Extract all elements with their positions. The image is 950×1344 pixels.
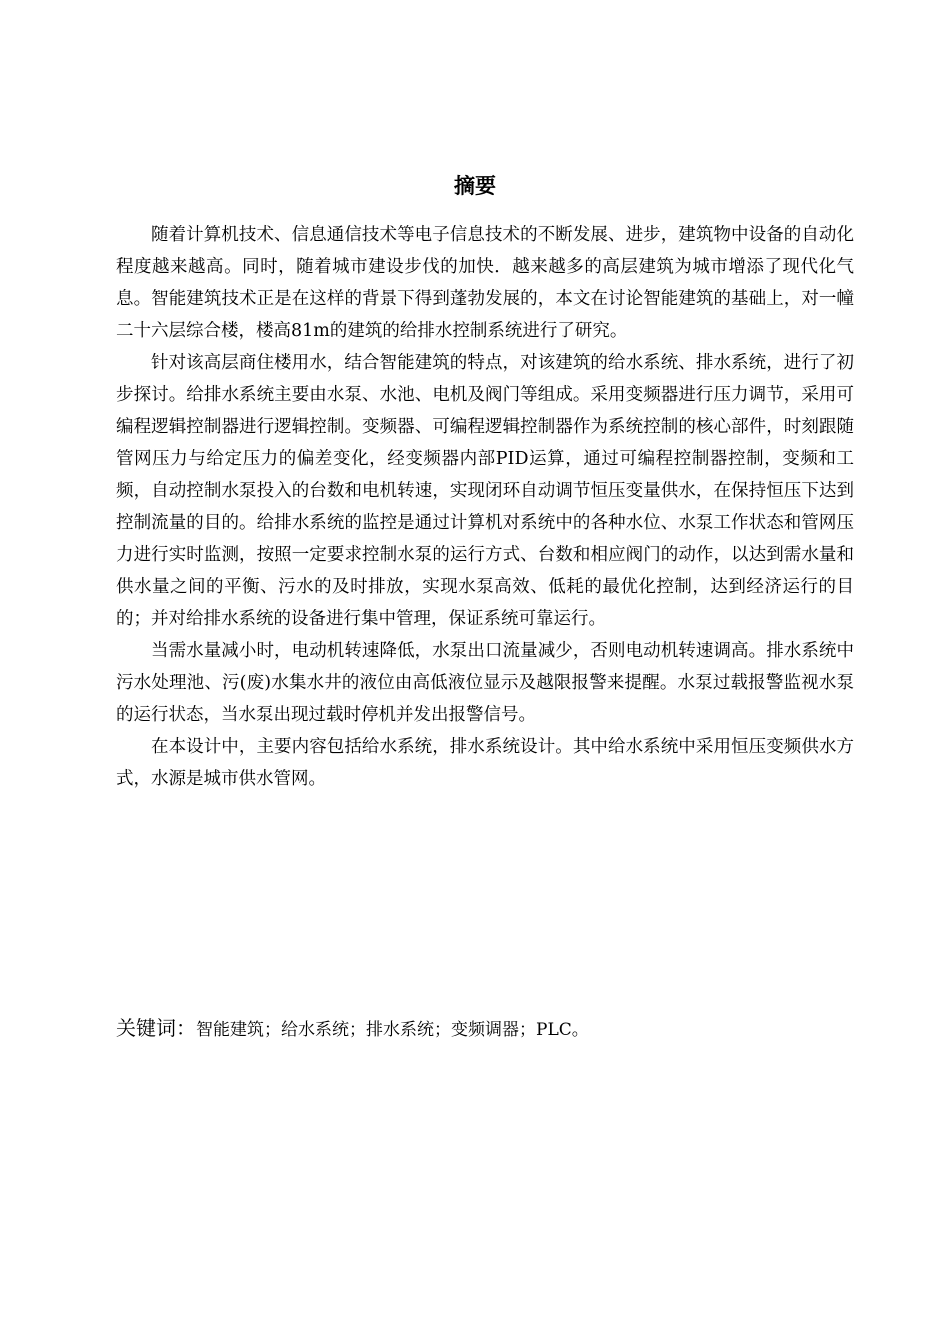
abstract-paragraph: 在本设计中，主要内容包括给水系统，排水系统设计。其中给水系统中采用恒压变频供水方式，水源是城市供水管网。 [116, 737, 854, 789]
abstract-title: 摘要 [454, 174, 496, 198]
keywords-line [116, 1012, 854, 1046]
abstract-paragraph: 针对该高层商住楼用水，结合智能建筑的特点，对该建筑的给水系统、排水系统，进行了初步探讨。给排水系统主要由水泵、水池、电机及阀门等组成。采用变频器进行压力调节，采用可编程逻辑控制器进行逻辑控制。变频器、可编程逻辑控制器作为系统控制的核心部件，时刻跟随管网压力与给定压力的偏差变化，经变频器内部PID运算，通过可编程控制器控制，变频和工频，自动控制水泵投入的台数和电机转速，实现闭环自动调节恒压变量供水，在保持恒压下达到控制流量的目的。给排水系统的监控是通过计算机对系统中的各种水位、水泵工作状态和管网压力进行实时监测，按照一定要求控制水泵的运行方式、台数和相应阀门的动作，以达到需水量和供水量之间的平衡、污水的及时排放，实现水泵高效、低耗的最优化控制，达到经济运行的目的；并对给排水系统的设备进行集中管理，保证系统可靠运行。 [116, 353, 854, 629]
abstract-body [116, 219, 854, 795]
keywords-label: 关键词： [116, 1016, 196, 1040]
abstract-paragraph: 随着计算机技术、信息通信技术等电子信息技术的不断发展、进步，建筑物中设备的自动化程度越来越高。同时，随着城市建设步伐的加快．越来越多的高层建筑为城市增添了现代化气息。智能建筑技术正是在这样的背景下得到蓬勃发展的，本文在讨论智能建筑的基础上，对一幢二十六层综合楼，楼高81m的建筑的给排水控制系统进行了研究。 [116, 225, 854, 341]
abstract-paragraph: 当需水量减小时，电动机转速降低，水泵出口流量减少，否则电动机转速调高。排水系统中污水处理池、污(废)水集水井的液位由高低液位显示及越限报警来提醒。水泵过载报警监视水泵的运行状态，当水泵出现过载时停机并发出报警信号。 [116, 641, 854, 725]
keywords-value: 智能建筑；给水系统；排水系统；变频调器；PLC。 [196, 1020, 589, 1040]
